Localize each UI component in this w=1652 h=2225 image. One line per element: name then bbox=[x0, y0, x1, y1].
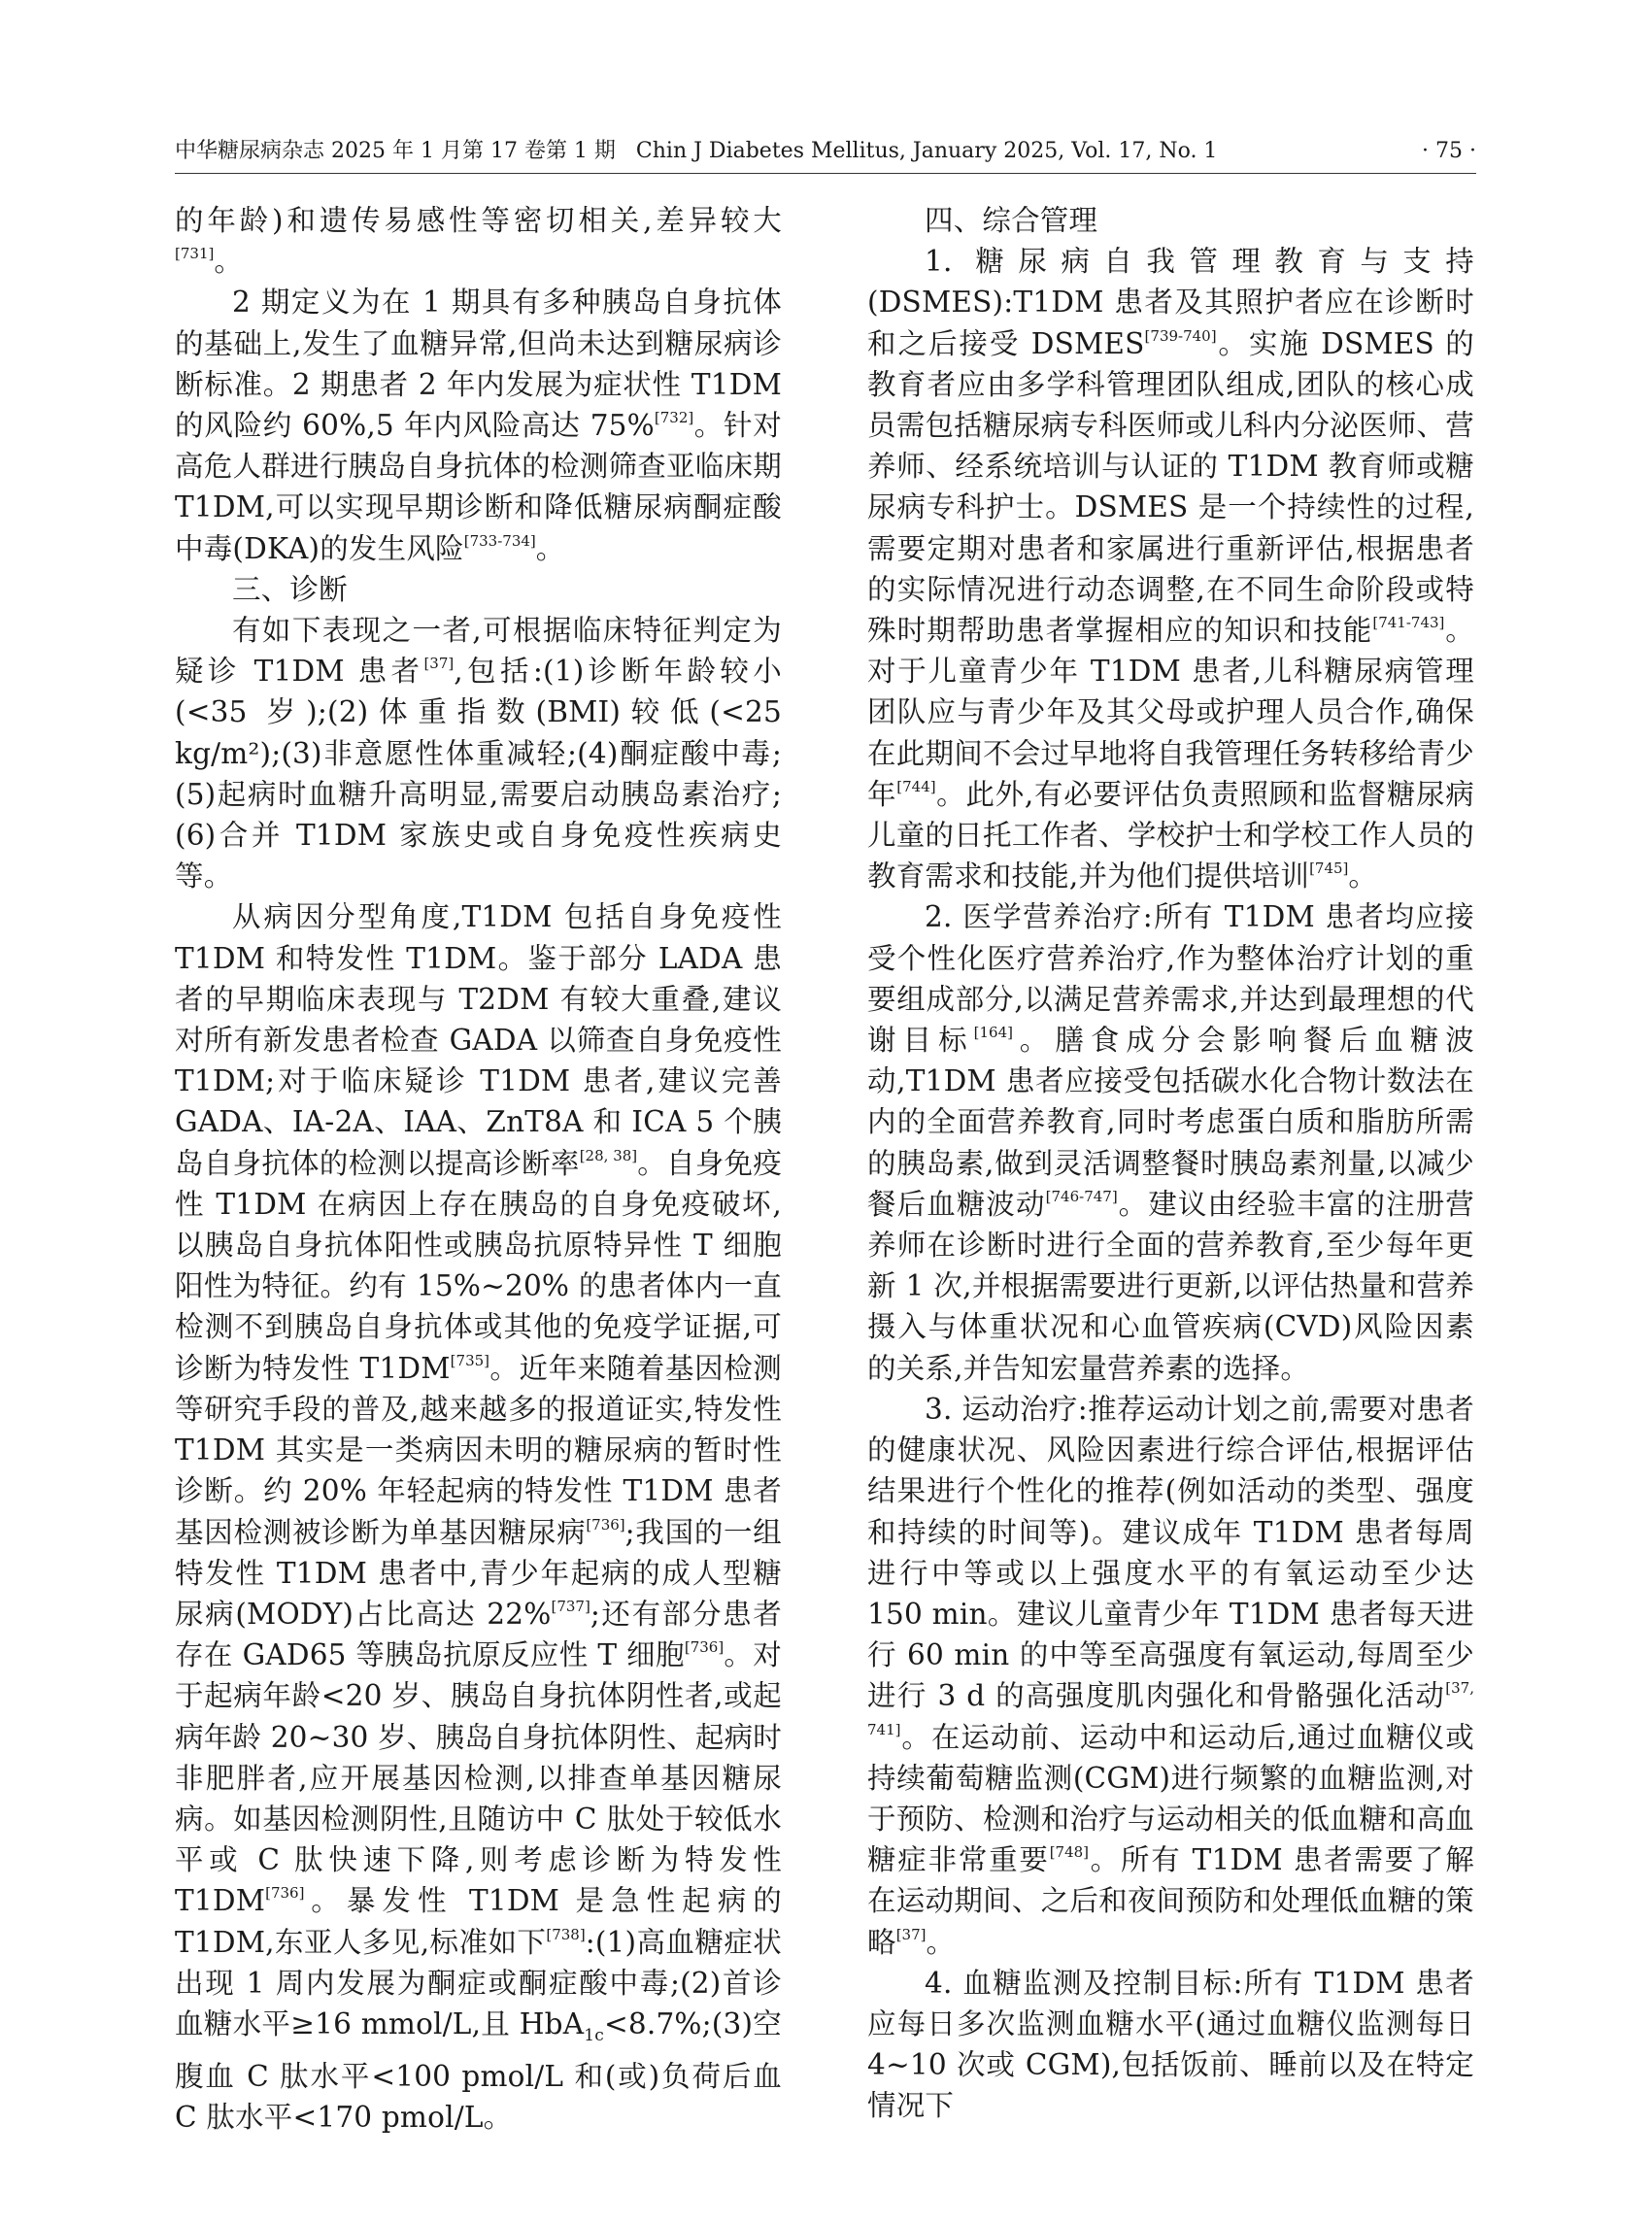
section-heading-diagnosis: 三、诊断 bbox=[232, 572, 348, 606]
left-column bbox=[175, 200, 782, 2138]
paragraph-dsmes: 1. 糖尿病自我管理教育与支持(DSMES):T1DM 患者及其照护者应在诊断时和之后接受 DSMES[739-740]。实施 DSMES 的教育者应由多学科管理团队组成,团队的核心成员需包括糖尿病专科医师或儿科内分泌医师、营养师、经系统培训与认证的 T1DM 教育师或糖尿病专科护士。DSMES 是一个持续性的过程,需要定期对患者和家属进行重新评估,根据患者的实际情况进行动态调整,在不同生命阶段或特殊时期帮助患者掌握相应的知识和技能[741-743]。对于儿童青少年 T1DM 患者,儿科糖尿病管理团队应与青少年及其父母或护理人员合作,确保在此期间不会过早地将自我管理任务转移给青少年[744]。此外,有必要评估负责照顾和监督糖尿病儿童的日托工作者、学校护士和学校工作人员的教育需求和技能,并为他们提供培训[745]。 bbox=[867, 245, 1475, 893]
citation-ref: [735] bbox=[450, 1351, 490, 1369]
running-header bbox=[175, 134, 1476, 169]
journal-name-cn: 中华糖尿病杂志 2025 年 1 月第 17 卷第 1 期 bbox=[175, 139, 616, 163]
citation-ref: [37] bbox=[423, 655, 455, 673]
citation-ref: [736] bbox=[586, 1515, 625, 1534]
citation-ref: [737] bbox=[551, 1597, 590, 1615]
paragraph-glucose-monitoring: 4. 血糖监测及控制目标:所有 T1DM 患者应每日多次监测血糖水平(通过血糖仪监测每日 4~10 次或 CGM),包括饭前、睡前以及在特定情况下 bbox=[867, 1966, 1474, 2123]
subscript: 1c bbox=[584, 2025, 604, 2045]
citation-ref: [164] bbox=[973, 1024, 1013, 1042]
journal-name-en: Chin J Diabetes Mellitus, January 2025, Vol. 17, No. 1 bbox=[635, 139, 1218, 163]
citation-ref: [741-743] bbox=[1372, 614, 1445, 632]
citation-ref: [748] bbox=[1049, 1843, 1090, 1862]
citation-ref: [746-747] bbox=[1045, 1187, 1118, 1205]
citation-ref: [37, 741] bbox=[867, 1679, 1474, 1738]
citation-ref: [733-734] bbox=[463, 531, 536, 550]
right-column bbox=[867, 200, 1474, 2127]
citation-ref: [731] bbox=[175, 245, 215, 263]
paragraph-stage2: 2 期定义为在 1 期具有多种胰岛自身抗体的基础上,发生了血糖异常,但尚未达到糖尿病诊断标准。2 期患者 2 年内发展为症状性 T1DM 的风险约 60%,5 年内风险高达 75%[732]。针对高危人群进行胰岛自身抗体的检测筛查亚临床期 T1DM,可以实现早期诊断和降低糖尿病酮症酸中毒(DKA)的发生风险[733-734]。 bbox=[175, 286, 782, 565]
citation-ref: [745] bbox=[1309, 860, 1349, 878]
header-rule bbox=[175, 173, 1476, 174]
paragraph-etiology: 从病因分型角度,T1DM 包括自身免疫性 T1DM 和特发性 T1DM。鉴于部分 LADA 患者的早期临床表现与 T2DM 有较大重叠,建议对所有新发患者检查 GADA 以筛查自身免疫性 T1DM;对于临床疑诊 T1DM 患者,建议完善 GADA、IA-2A、IAA、ZnT8A 和 ICA 5 个胰岛自身抗体的检测以提高诊断率[28, 38]。自身免疫性 T1DM 在病因上存在胰岛的自身免疫破坏,以胰岛自身抗体阳性或胰岛抗原特异性 T 细胞阳性为特征。约有 15%~20% 的患者体内一直检测不到胰岛自身抗体或其他的免疫学证据,可诊断为特发性 T1DM[735]。近年来随着基因检测等研究手段的普及,越来越多的报道证实,特发性 T1DM 其实是一类病因未明的糖尿病的暂时性诊断。约 20% 年轻起病的特发性 T1DM 患者基因检测被诊断为单基因糖尿病[736];我国的一组特发性 T1DM 患者中,青少年起病的成人型糖尿病(MODY)占比高达 22%[737];还有部分患者存在 GAD65 等胰岛抗原反应性 T 细胞[736]。对于起病年龄<20 岁、胰岛自身抗体阴性者,或起病年龄 20~30 岁、胰岛自身抗体阴性、起病时非肥胖者,应开展基因检测,以排查单基因糖尿病。如基因检测阴性,且随访中 C 肽处于较低水平或 C 肽快速下降,则考虑诊断为特发性 T1DM[736]。暴发性 T1DM 是急性起病的 T1DM,东亚人多见,标准如下[738]:(1)高血糖症状出现 1 周内发展为酮症或酮症酸中毒;(2)首诊血糖水平≥16 mmol/L,且 HbA$_{1c}$<8.7%;(3)空腹血 C 肽水平<100 pmol/L 和(或)负荷后血 C 肽水平<170 pmol/L。 bbox=[175, 900, 782, 2135]
citation-ref: [37] bbox=[895, 1925, 927, 1943]
citation-ref: [739-740] bbox=[1144, 326, 1217, 345]
paragraph-nutrition: 2. 医学营养治疗:所有 T1DM 患者均应接受个性化医疗营养治疗,作为整体治疗计划的重要组成部分,以满足营养需求,并达到最理想的代谢目标[164]。膳食成分会影响餐后血糖波动,T1DM 患者应接受包括碳水化合物计数法在内的全面营养教育,同时考虑蛋白质和脂肪所需的胰岛素,做到灵活调整餐时胰岛素剂量,以减少餐后血糖波动[746-747]。建议由经验丰富的注册营养师在诊断时进行全面的营养教育,至少每年更新 1 次,并根据需要进行更新,以评估热量和营养摄入与体重状况和心血管疾病(CVD)风险因素的关系,并告知宏量营养素的选择。 bbox=[867, 900, 1474, 1385]
paragraph-clinical-features: 有如下表现之一者,可根据临床特征判定为疑诊 T1DM 患者[37],包括:(1)诊断年龄较小(<35 岁);(2)体重指数(BMI)较低(<25 kg/m²);(3)非意愿性体重减轻;(4)酮症酸中毒;(5)起病时血糖升高明显,需要启动胰岛素治疗;(6)合并 T1DM 家族史或自身免疫性疾病史等。 bbox=[175, 614, 783, 893]
page-number: · 75 · bbox=[1422, 139, 1476, 163]
citation-ref: [736] bbox=[684, 1638, 725, 1657]
citation-ref: [736] bbox=[265, 1884, 305, 1903]
paragraph-exercise: 3. 运动治疗:推荐运动计划之前,需要对患者的健康状况、风险因素进行综合评估,根据评估结果进行个性化的推荐(例如活动的类型、强度和持续的时间等)。建议成年 T1DM 患者每周进行中等或以上强度水平的有氧运动至少达 150 min。建议儿童青少年 T1DM 患者每天进行 60 min 的中等至高强度有氧运动,每周至少进行 3 d 的高强度肌肉强化和骨骼强化活动[37, 741]。在运动前、运动中和运动后,通过血糖仪或持续葡萄糖监测(CGM)进行频繁的血糖监测,对于预防、检测和治疗与运动相关的低血糖和高血糖症非常重要[748]。所有 T1DM 患者需要了解在运动期间、之后和夜间预防和处理低血糖的策略[37]。 bbox=[867, 1392, 1475, 1959]
citation-ref: [732] bbox=[654, 409, 694, 427]
section-heading-management: 四、综合管理 bbox=[925, 204, 1098, 237]
citation-ref: [28, 38] bbox=[579, 1146, 638, 1164]
citation-ref: [738] bbox=[546, 1925, 586, 1943]
journal-citation bbox=[175, 134, 1217, 169]
citation-ref: [744] bbox=[896, 777, 936, 795]
paragraph-continued: 的年龄)和遗传易感性等密切相关,差异较大[731]。 bbox=[175, 204, 782, 279]
